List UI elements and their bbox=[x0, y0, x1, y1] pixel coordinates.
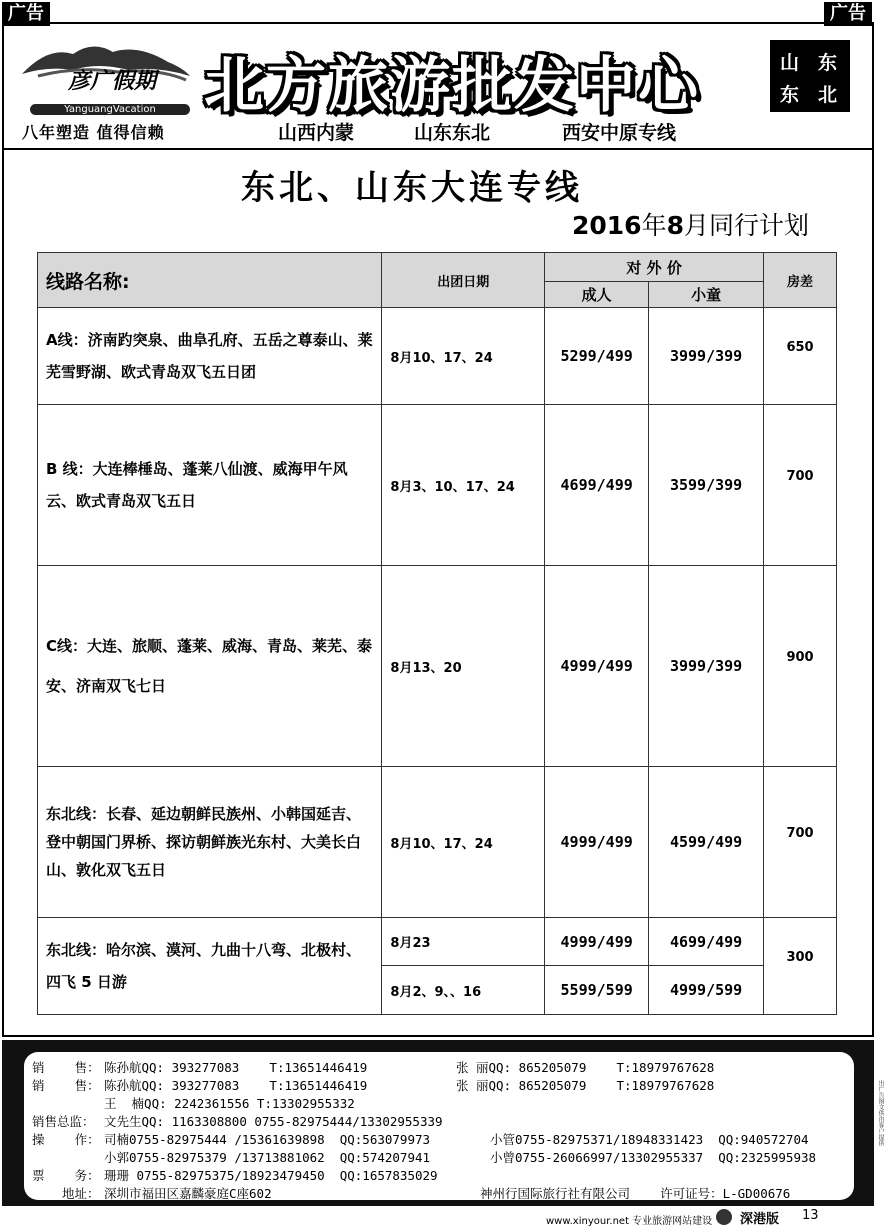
contact-text: 小管0755-82975371/18948331423 QQ:940572704 bbox=[490, 1132, 809, 1147]
region-char: 东 bbox=[818, 52, 838, 74]
route-label: 西安中原专线 bbox=[562, 122, 677, 144]
contact-text: 小曾0755-26066997/13302955337 QQ:2325995938 bbox=[490, 1150, 817, 1165]
region-char: 山 bbox=[780, 52, 800, 74]
address-label: 地址： bbox=[62, 1186, 100, 1201]
contact-label: 销 售： bbox=[32, 1060, 100, 1075]
logo-name: 彦广假期 bbox=[68, 68, 157, 94]
table-row bbox=[38, 405, 837, 566]
itinerary-table bbox=[37, 252, 837, 1015]
license-text: 神州行国际旅行社有限公司 许可证号：L-GD00676 bbox=[480, 1186, 791, 1201]
edition-label: 深港版 bbox=[740, 1212, 780, 1227]
adult-price-cell: 4999/499 bbox=[545, 767, 649, 918]
date-cell: 8月2、9、、16 bbox=[382, 966, 545, 1015]
header-child: 小童 bbox=[649, 282, 764, 308]
edition-logo-icon bbox=[716, 1209, 732, 1225]
ad-tag-left: 广告 bbox=[2, 2, 50, 26]
table-row bbox=[38, 767, 837, 918]
contact-label: 销售总监： bbox=[32, 1114, 95, 1129]
plan-title: 2016年8月同行计划 bbox=[572, 211, 810, 240]
header-route: 线路名称: bbox=[38, 253, 382, 308]
center-title: 北方旅游批发中心 bbox=[204, 51, 700, 121]
contact-text: 张 丽QQ: 865205079 T:18979767628 bbox=[456, 1078, 715, 1093]
contact-text: 陈孙航QQ: 393277083 T:13651446419 bbox=[104, 1078, 368, 1093]
adult-price-cell: 5599/599 bbox=[545, 966, 649, 1015]
table-row bbox=[38, 918, 837, 966]
region-char: 东 bbox=[780, 84, 800, 106]
website-credit: www.xinyour.net 专业旅游网站建设 bbox=[546, 1216, 713, 1227]
date-cell: 8月10、17、24 bbox=[382, 308, 545, 405]
room-diff-cell: 300 bbox=[764, 918, 837, 1015]
contact-footer bbox=[2, 1040, 874, 1206]
date-cell: 8月3、10、17、24 bbox=[382, 405, 545, 566]
adult-price-cell: 5299/499 bbox=[545, 308, 649, 405]
contact-label: 票 务： bbox=[32, 1168, 100, 1183]
route-cell: 东北线：哈尔滨、漠河、九曲十八弯、北极村、四飞 5 日游 bbox=[38, 918, 382, 1015]
contact-text: 王 楠QQ: 2242361556 T:13302955332 bbox=[104, 1096, 355, 1111]
date-cell: 8月10、17、24 bbox=[382, 767, 545, 918]
page-title: 东北、山东大连专线 bbox=[241, 168, 583, 208]
ad-tag-right: 广告 bbox=[824, 2, 872, 26]
header-price: 对 外 价 bbox=[545, 253, 764, 282]
contact-text: 珊珊 0755-82975375/18923479450 QQ:1657835029 bbox=[104, 1168, 438, 1183]
child-price-cell: 3599/399 bbox=[649, 405, 764, 566]
contact-label: 操 作： bbox=[32, 1132, 100, 1147]
adult-price-cell: 4699/499 bbox=[545, 405, 649, 566]
logo-english: YanguangVacation bbox=[30, 104, 190, 115]
child-price-cell: 3999/399 bbox=[649, 308, 764, 405]
child-price-cell: 4599/499 bbox=[649, 767, 764, 918]
contact-text: 陈孙航QQ: 393277083 T:13651446419 bbox=[104, 1060, 368, 1075]
contact-text: 文先生QQ: 1163308800 0755-82975444/13302955339 bbox=[104, 1114, 443, 1129]
date-cell: 8月23 bbox=[382, 918, 545, 966]
region-char: 北 bbox=[818, 84, 838, 106]
route-label: 山东东北 bbox=[414, 122, 491, 144]
child-price-cell: 3999/399 bbox=[649, 566, 764, 767]
address-text: 深圳市福田区嘉麟豪庭C座602 bbox=[104, 1186, 272, 1201]
contact-label: 销 售： bbox=[32, 1078, 100, 1093]
child-price-cell: 4699/499 bbox=[649, 918, 764, 966]
room-diff-cell: 700 bbox=[764, 405, 837, 566]
room-diff-cell: 650 bbox=[764, 308, 837, 405]
room-diff-cell: 700 bbox=[764, 767, 837, 918]
route-cell: 东北线：长春、延边朝鲜民族州、小韩国延吉、登中朝国门界桥、探访朝鲜族光东村、大美长白山、敦化双飞五日 bbox=[38, 767, 382, 918]
contact-text: 张 丽QQ: 865205079 T:18979767628 bbox=[456, 1060, 715, 1075]
header-room-diff: 房差 bbox=[764, 253, 837, 308]
date-cell: 8月13、20 bbox=[382, 566, 545, 767]
contact-panel bbox=[24, 1052, 854, 1200]
header-date: 出团日期 bbox=[382, 253, 545, 308]
contact-text: 小郭0755-82975379 /13713881062 QQ:574207941 bbox=[104, 1150, 431, 1165]
child-price-cell: 4999/599 bbox=[649, 966, 764, 1015]
header-divider bbox=[2, 148, 874, 150]
slogan: 八年塑造 值得信赖 bbox=[22, 123, 165, 142]
table-row bbox=[38, 566, 837, 767]
region-badge bbox=[770, 40, 850, 112]
route-cell: A线：济南趵突泉、曲阜孔府、五岳之尊泰山、莱芜雪野湖、欧式青岛双飞五日团 bbox=[38, 308, 382, 405]
adult-price-cell: 4999/499 bbox=[545, 566, 649, 767]
table-row bbox=[38, 308, 837, 405]
route-cell: C线：大连、旅顺、蓬莱、威海、青岛、莱芜、泰安、济南双飞七日 bbox=[38, 566, 382, 767]
route-cell: B 线：大连棒棰岛、蓬莱八仙渡、威海甲午风云、欧式青岛双飞五日 bbox=[38, 405, 382, 566]
header-adult: 成人 bbox=[545, 282, 649, 308]
room-diff-cell: 900 bbox=[764, 566, 837, 767]
adult-price-cell: 4999/499 bbox=[545, 918, 649, 966]
contact-text: 司楠0755-82975444 /15361639898 QQ:563079973 bbox=[104, 1132, 431, 1147]
page-number: 13 bbox=[802, 1208, 819, 1223]
route-label: 山西内蒙 bbox=[278, 122, 355, 144]
side-note: 出广告图文供由客户提供 bbox=[877, 1080, 884, 1146]
